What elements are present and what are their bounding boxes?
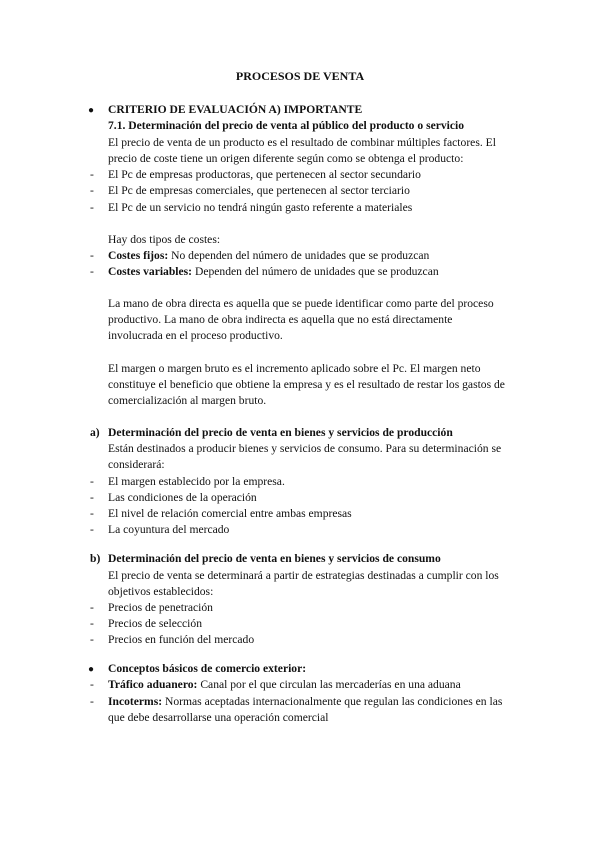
margen-line-1: El margen o margen bruto es el incremento aplicado sobre el Pc. El margen neto [108,362,481,375]
term-description: No dependen del número de unidades que se produzcan [168,249,430,262]
comercio-item-incoterms [108,694,502,710]
comercio-heading: Conceptos básicos de comercio exterior: [108,662,307,675]
list-item: Las condiciones de la operación [108,491,257,504]
term-label: Costes fijos: [108,249,169,262]
section-b-intro-line-1: El precio de venta se determinará a partir de estrategias destinadas a cumplir con los [108,569,499,582]
mano-obra-line-1: La mano de obra directa es aquella que se puede identificar como parte del proceso [108,297,494,310]
list-dash: - [90,601,94,614]
term-label: Incoterms: [108,695,163,708]
list-dash: - [90,523,94,536]
mano-obra-line-2: productivo. La mano de obra indirecta es aquella que no está directamente [108,313,453,326]
list-dash: - [90,633,94,646]
section-a-marker: a) [90,426,100,439]
term-description: Canal por el que circulan las mercaderías en una aduana [197,678,461,691]
list-dash: - [90,491,94,504]
list-item: El nivel de relación comercial entre ambas empresas [108,507,352,520]
term-description: Dependen del número de unidades que se produzcan [192,265,439,278]
list-dash: - [90,695,94,708]
list-dash: - [90,507,94,520]
mano-obra-line-3: involucrada en el proceso productivo. [108,329,283,342]
section-b-intro-line-2: objetivos establecidos: [108,585,214,598]
section-bullet: ● [88,664,95,675]
criterio-subheading: 7.1. Determinación del precio de venta al público del producto o servicio [108,119,465,132]
criterio-intro-line-1: El precio de venta de un producto es el resultado de combinar múltiples factores. El [108,136,496,149]
list-item: El Pc de un servicio no tendrá ningún gasto referente a materiales [108,201,413,214]
term-label: Costes variables: [108,265,193,278]
margen-line-2: constituye el beneficio que obtiene la empresa y es el resultado de restar los gastos de [108,378,505,391]
section-bullet: ● [88,105,95,116]
comercio-continuation: que debe desarrollarse una operación comercial [108,711,329,724]
criterio-intro-line-2: precio de coste tiene un origen diferente según como se obtenga el producto: [108,152,464,165]
section-b-heading: Determinación del precio de venta en bienes y servicios de consumo [108,552,441,565]
list-item: Precios de penetración [108,601,213,614]
criterio-heading: CRITERIO DE EVALUACIÓN A) IMPORTANTE [108,103,363,116]
section-a-intro-line-1: Están destinados a producir bienes y servicios de consumo. Para su determinación se [108,442,502,455]
page-title: PROCESOS DE VENTA [235,69,365,83]
list-dash: - [90,168,94,181]
margen-line-3: comercialización al margen bruto. [108,394,267,407]
list-item: Precios de selección [108,617,203,630]
costes-item-fijos [108,248,429,264]
term-description: Normas aceptadas internacionalmente que regulan las condiciones en las [162,695,503,708]
list-dash: - [90,265,94,278]
list-item: Precios en función del mercado [108,633,255,646]
costes-item-variables [108,264,439,280]
list-dash: - [90,475,94,488]
list-item: El margen establecido por la empresa. [108,475,285,488]
list-item: La coyuntura del mercado [108,523,230,536]
section-a-intro-line-2: considerará: [108,458,165,471]
section-a-heading: Determinación del precio de venta en bienes y servicios de producción [108,426,453,439]
list-item: El Pc de empresas comerciales, que pertenecen al sector terciario [108,184,410,197]
list-dash: - [90,678,94,691]
costes-intro: Hay dos tipos de costes: [108,233,221,246]
comercio-item-trafico [108,677,461,693]
term-label: Tráfico aduanero: [108,678,198,691]
list-dash: - [90,249,94,262]
section-b-marker: b) [90,552,101,565]
list-dash: - [90,184,94,197]
list-dash: - [90,617,94,630]
list-item: El Pc de empresas productoras, que pertenecen al sector secundario [108,168,421,181]
list-dash: - [90,201,94,214]
